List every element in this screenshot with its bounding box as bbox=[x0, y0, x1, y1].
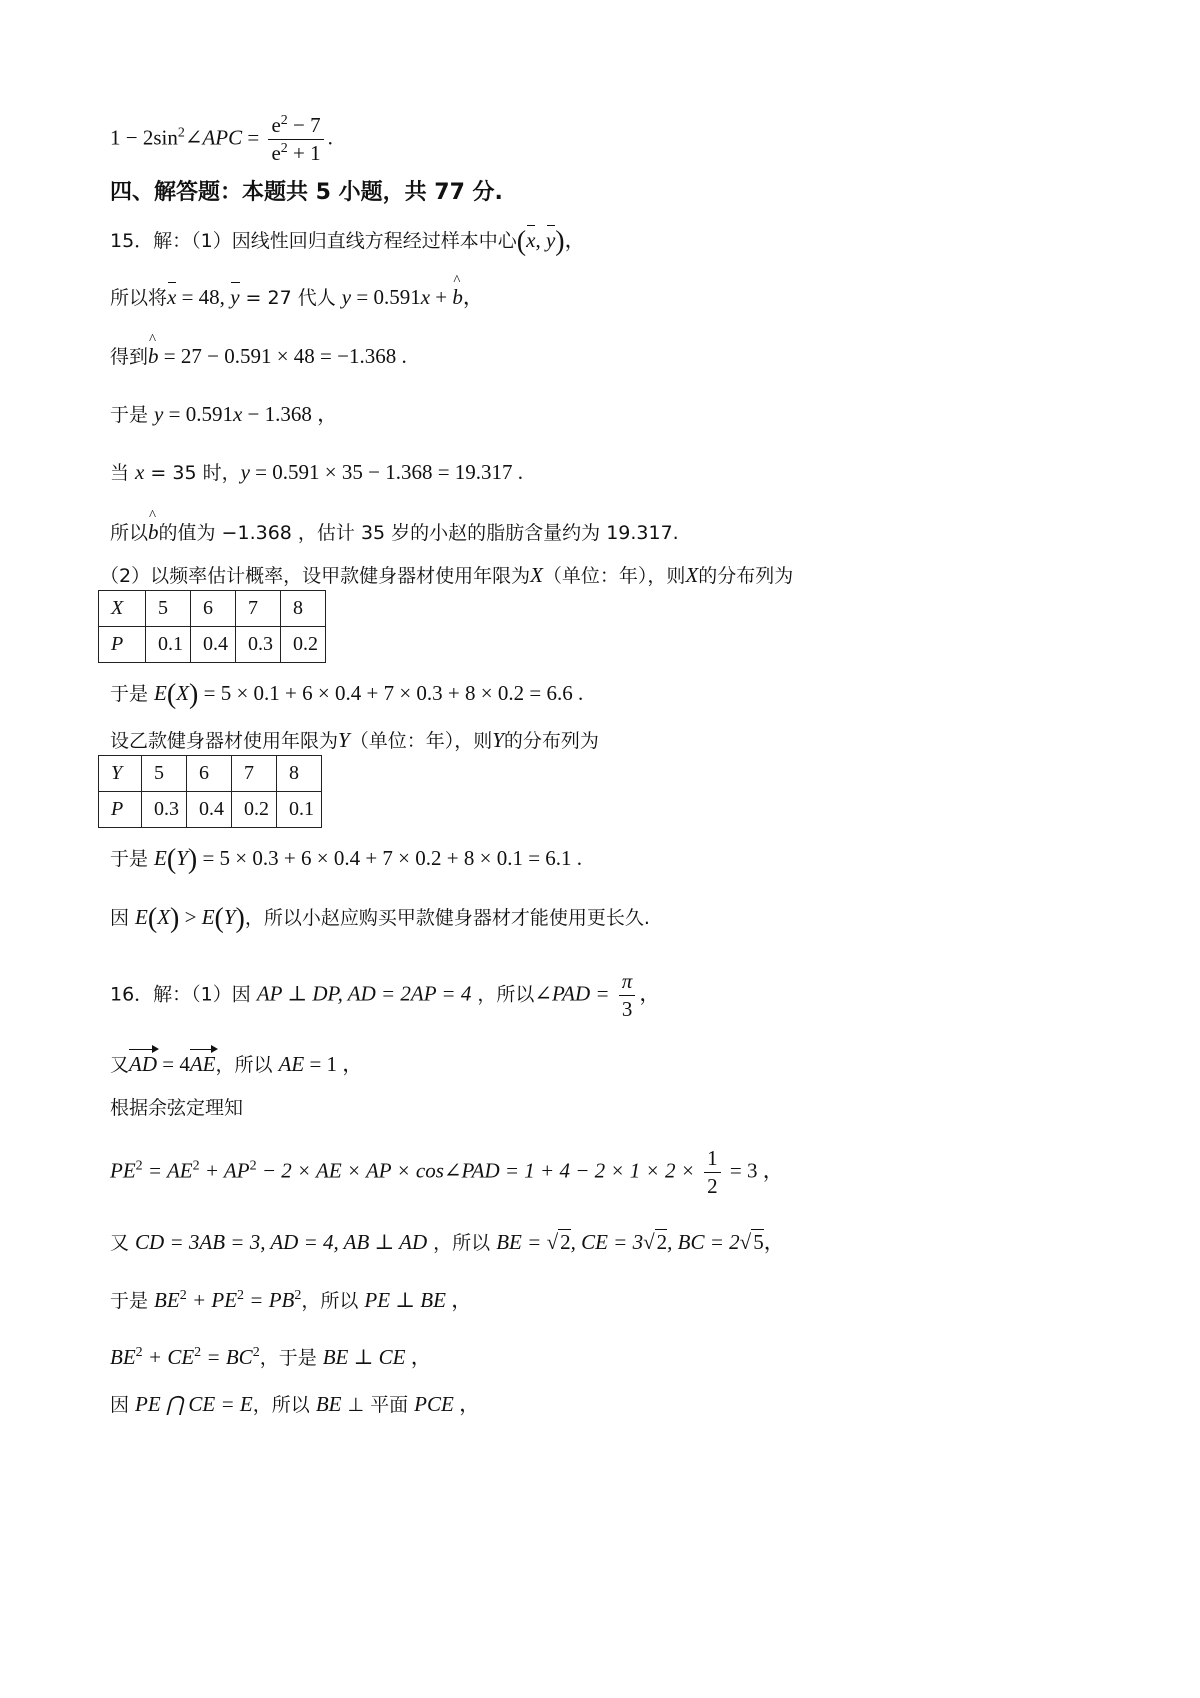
p15-line4: 于是 y = 0.591x − 1.368 ， bbox=[110, 402, 339, 426]
p15-line2: 所以将x = 48, y = 27 代人 y = 0.591x + ^ b， bbox=[110, 285, 484, 310]
p16-line1: 16．解：（1）因 AP ⊥ DP, AD = 2AP = 4 ，所以∠PAD = $\frac{\pi}{3}$ ， bbox=[110, 968, 660, 1024]
table-cell: 0.4 bbox=[191, 627, 236, 663]
table-cell: 8 bbox=[277, 756, 322, 792]
distribution-table-x bbox=[98, 590, 326, 663]
table-cell: 5 bbox=[146, 591, 191, 627]
top-formula: $1 - 2\sin^2\angle APC$ = $\frac{e^2 - 7}{e^2 + 1}$ . bbox=[110, 112, 333, 168]
table-cell: 7 bbox=[232, 756, 277, 792]
p16-line8: 因 PE ⋂ CE = E，所以 BE ⊥ 平面 PCE ， bbox=[110, 1392, 481, 1416]
table-row bbox=[99, 756, 322, 792]
p16-line5: 又 CD = 3AB = 3, AD = 4, AB ⊥ AD ，所以 BE = √2, CE = 3√2, BC = 2√5， bbox=[110, 1230, 785, 1254]
table-cell: 0.1 bbox=[146, 627, 191, 663]
table-cell: 5 bbox=[142, 756, 187, 792]
p16-line7: $BE^2 + CE^2 = BC^2$，于是 BE ⊥ CE ， bbox=[110, 1345, 432, 1369]
table-cell: 0.2 bbox=[232, 792, 277, 828]
p15-line6: 所以^ b的值为 −1.368 ，估计 35 岁的小赵的脂肪含量约为 19.317. bbox=[110, 520, 679, 545]
p15-line5: 当 x = 35 时，y = 0.591 × 35 − 1.368 = 19.317 . bbox=[110, 460, 524, 484]
table-cell: 6 bbox=[187, 756, 232, 792]
table-row bbox=[99, 627, 326, 663]
fraction: $\frac{e^2 - 7}{e^2 + 1}$ bbox=[268, 112, 323, 168]
fraction: $\frac{\pi}{3}$ bbox=[619, 968, 636, 1024]
table-cell: 0.1 bbox=[277, 792, 322, 828]
table-row bbox=[99, 591, 326, 627]
p15-part2: （2）以频率估计概率，设甲款健身器材使用年限为X（单位：年），则X的分布列为 bbox=[100, 563, 794, 587]
table-row bbox=[99, 792, 322, 828]
p16-cosine-law: $PE^2 = AE^2 + AP^2 - 2$ × AE × AP × cos∠PAD = 1 + 4 − 2 × 1 × 2 × $\frac{1}{2}$ = 3 ， bbox=[110, 1145, 784, 1201]
table-header-cell: P bbox=[99, 627, 146, 663]
expected-value-x: 于是 E(X) = 5 × 0.1 + 6 × 0.4 + 7 × 0.3 + 8 × 0.2 = 6.6 . bbox=[110, 679, 584, 710]
table-cell: 7 bbox=[236, 591, 281, 627]
table-cell: 0.2 bbox=[281, 627, 326, 663]
p16-line6: 于是 $BE^2 + PE^2 = PB^2$，所以 PE ⊥ BE ， bbox=[110, 1288, 473, 1312]
fraction: $\frac{1}{2}$ bbox=[704, 1145, 721, 1201]
distribution-table-y bbox=[98, 755, 322, 828]
expected-value-y: 于是 E(Y) = 5 × 0.3 + 6 × 0.4 + 7 × 0.2 + 8 × 0.1 = 6.1 . bbox=[110, 844, 583, 875]
table-cell: 6 bbox=[191, 591, 236, 627]
p15-conclusion: 因 E(X) > E(Y)，所以小赵应购买甲款健身器材才能使用更长久. bbox=[110, 903, 650, 934]
table-header-cell: Y bbox=[99, 756, 142, 792]
table-cell: 8 bbox=[281, 591, 326, 627]
p15-y-intro: 设乙款健身器材使用年限为Y（单位：年），则Y的分布列为 bbox=[110, 728, 599, 752]
table-cell: 0.3 bbox=[142, 792, 187, 828]
table-header-cell: X bbox=[99, 591, 146, 627]
p15-intro: 15．解：（1）因线性回归直线方程经过样本中心(x, y)， bbox=[110, 226, 586, 257]
section-heading: 四、解答题：本题共 5 小题，共 77 分. bbox=[110, 180, 503, 205]
table-header-cell: P bbox=[99, 792, 142, 828]
p15-line3: 得到^ b = 27 − 0.591 × 48 = −1.368 . bbox=[110, 344, 407, 369]
table-cell: 0.3 bbox=[236, 627, 281, 663]
p16-line2: 又AD = 4AE，所以 AE = 1 ， bbox=[110, 1052, 364, 1076]
table-cell: 0.4 bbox=[187, 792, 232, 828]
p16-line3: 根据余弦定理知 bbox=[110, 1097, 244, 1119]
